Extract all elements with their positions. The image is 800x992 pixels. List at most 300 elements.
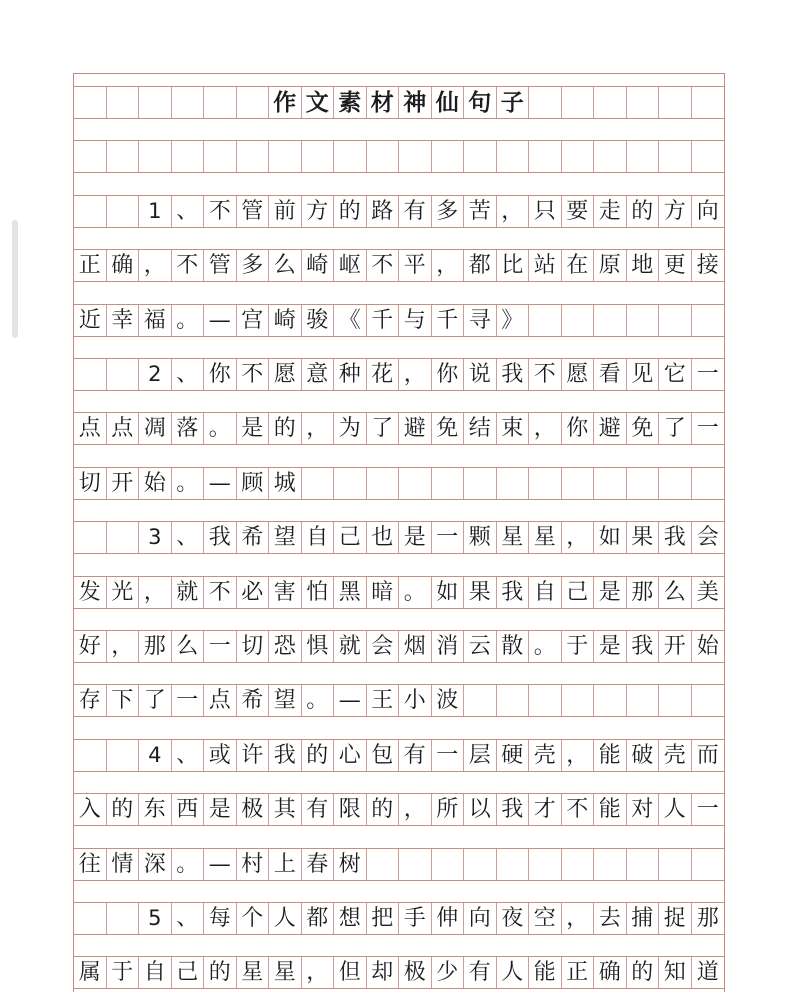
grid-cell: 1	[139, 196, 172, 227]
grid-cell: —	[334, 685, 367, 716]
grid-cell: 。	[302, 685, 335, 716]
grid-cell	[659, 141, 692, 172]
grid-cell	[399, 849, 432, 880]
grid-cell	[562, 87, 595, 118]
grid-cell: 波	[432, 685, 465, 716]
grid-cell	[107, 903, 140, 934]
grid-cell: 把	[367, 903, 400, 934]
grid-cell: 是	[237, 413, 270, 444]
grid-cell: 。	[399, 577, 432, 608]
grid-cell	[107, 141, 140, 172]
grid-cell: 点	[74, 413, 107, 444]
grid-cell: ，	[399, 794, 432, 825]
grid-cell: 必	[237, 577, 270, 608]
grid-cell	[594, 87, 627, 118]
grid-cell: 极	[399, 957, 432, 988]
grid-cell: 《	[334, 305, 367, 336]
grid-cell	[74, 522, 107, 553]
grid-cell: 而	[696, 742, 719, 768]
grid-cell	[172, 87, 205, 118]
grid-cell: —	[204, 468, 237, 499]
grid-cell: 以	[464, 794, 497, 825]
grid-cell	[107, 522, 140, 553]
grid-cell: 捉	[659, 903, 692, 934]
grid-cell: 树	[334, 849, 367, 880]
grid-cell: 多	[237, 250, 270, 281]
grid-cell: 要	[562, 196, 595, 227]
grid-cell: 夜	[497, 903, 530, 934]
grid-cell: 愿	[269, 359, 302, 390]
grid-cell: 己	[562, 577, 595, 608]
grid-cell: 。	[172, 849, 205, 880]
grid-cell: 往	[74, 849, 107, 880]
grid-cell: 有	[464, 957, 497, 988]
grid-cell	[497, 685, 530, 716]
grid-cell: 确	[594, 957, 627, 988]
grid-cell	[237, 141, 270, 172]
grid-cell	[334, 141, 367, 172]
grid-cell: 于	[562, 631, 595, 662]
grid-cell	[562, 468, 595, 499]
grid-cell: 结	[464, 413, 497, 444]
grid-cell: 希	[237, 522, 270, 553]
grid-cell: 的	[204, 957, 237, 988]
grid-cell: 那	[139, 631, 172, 662]
grid-cell	[529, 87, 562, 118]
grid-cell: 顾	[237, 468, 270, 499]
grid-cell: 向	[464, 903, 497, 934]
grid-cell	[659, 87, 692, 118]
grid-cell: 崎	[269, 305, 302, 336]
grid-cell: 一	[696, 797, 719, 823]
grid-cell: 不	[529, 359, 562, 390]
grid-cell	[692, 305, 725, 336]
grid-cell: 方	[302, 196, 335, 227]
grid-cell	[464, 685, 497, 716]
grid-cell: 近	[74, 305, 107, 336]
grid-cell	[659, 305, 692, 336]
grid-cell: 多	[432, 196, 465, 227]
grid-cell: 壳	[529, 740, 562, 771]
grid-cell	[74, 903, 107, 934]
grid-cell	[659, 685, 692, 716]
grid-cell: 管	[237, 196, 270, 227]
grid-cell: 但	[334, 957, 367, 988]
grid-cell	[107, 740, 140, 771]
grid-cell: 知	[659, 957, 692, 988]
grid-cell	[432, 141, 465, 172]
grid-row	[74, 684, 724, 717]
page-title	[74, 74, 75, 75]
grid-cell: 了	[659, 413, 692, 444]
grid-cell: 一	[432, 740, 465, 771]
grid-cell: 素	[334, 87, 367, 118]
grid-cell: 避	[399, 413, 432, 444]
grid-cell: 了	[367, 413, 400, 444]
grid-cell	[594, 141, 627, 172]
grid-cell: 我	[659, 522, 692, 553]
grid-cell: 切	[74, 468, 107, 499]
grid-cell: 心	[334, 740, 367, 771]
grid-cell: 美	[696, 579, 719, 605]
grid-cell: 切	[237, 631, 270, 662]
grid-cell: 我	[269, 740, 302, 771]
grid-cell	[562, 305, 595, 336]
grid-cell: 4	[139, 740, 172, 771]
grid-cell: 始	[139, 468, 172, 499]
grid-cell: 。	[172, 468, 205, 499]
grid-row	[74, 630, 724, 663]
grid-cell: 城	[269, 468, 302, 499]
grid-cell: 材	[367, 87, 400, 118]
grid-row	[74, 467, 724, 500]
grid-cell: 的	[367, 794, 400, 825]
grid-cell: 不	[562, 794, 595, 825]
grid-cell	[74, 196, 107, 227]
grid-cell: 平	[399, 250, 432, 281]
grid-cell	[74, 141, 107, 172]
grid-cell	[529, 468, 562, 499]
grid-cell: 不	[204, 577, 237, 608]
grid-cell: 确	[107, 250, 140, 281]
grid-cell	[367, 468, 400, 499]
grid-cell: 看	[594, 359, 627, 390]
grid-cell: 限	[334, 794, 367, 825]
grid-cell: 意	[302, 359, 335, 390]
grid-cell: 骏	[302, 305, 335, 336]
grid-cell: 前	[269, 196, 302, 227]
grid-cell: ，	[432, 250, 465, 281]
grid-row	[74, 249, 724, 282]
grid-cell: 你	[204, 359, 237, 390]
grid-cell: ，	[139, 577, 172, 608]
grid-cell: 是	[399, 522, 432, 553]
grid-cell: 不	[237, 359, 270, 390]
grid-cell	[497, 849, 530, 880]
grid-cell: 上	[269, 849, 302, 880]
grid-cell: 东	[139, 794, 172, 825]
grid-row	[74, 412, 724, 445]
grid-cell: ，	[399, 359, 432, 390]
grid-cell: 西	[172, 794, 205, 825]
grid-cell: 只	[529, 196, 562, 227]
grid-cell	[367, 141, 400, 172]
grid-cell	[594, 305, 627, 336]
grid-cell: 、	[172, 522, 205, 553]
grid-cell: 惧	[302, 631, 335, 662]
grid-cell	[594, 685, 627, 716]
grid-cell: 子	[497, 87, 530, 118]
grid-cell: 都	[464, 250, 497, 281]
grid-cell: 花	[367, 359, 400, 390]
grid-cell: 黑	[334, 577, 367, 608]
grid-cell	[432, 849, 465, 880]
grid-cell: 避	[594, 413, 627, 444]
grid-cell: 么	[172, 631, 205, 662]
grid-cell	[497, 468, 530, 499]
grid-cell: 更	[659, 250, 692, 281]
grid-cell: 人	[269, 903, 302, 934]
grid-cell: 对	[627, 794, 660, 825]
grid-cell	[139, 87, 172, 118]
grid-cell: 有	[399, 740, 432, 771]
grid-cell: 春	[302, 849, 335, 880]
grid-cell: 寻	[464, 305, 497, 336]
grid-cell: 自	[139, 957, 172, 988]
grid-cell: 星	[237, 957, 270, 988]
grid-cell: 神	[399, 87, 432, 118]
grid-cell: 或	[204, 740, 237, 771]
grid-cell: 始	[696, 634, 719, 659]
grid-cell: 情	[107, 849, 140, 880]
grid-cell: 正	[74, 250, 107, 281]
grid-row	[74, 358, 724, 391]
grid-cell: ，	[497, 196, 530, 227]
grid-cell	[399, 468, 432, 499]
grid-cell: 星	[269, 957, 302, 988]
grid-row	[74, 956, 724, 989]
grid-cell: 的	[334, 196, 367, 227]
grid-row	[74, 521, 724, 554]
grid-cell: 能	[594, 740, 627, 771]
grid-cell: 空	[529, 903, 562, 934]
grid-cell: 我	[204, 522, 237, 553]
grid-cell	[659, 468, 692, 499]
grid-cell	[692, 849, 725, 880]
grid-cell	[74, 359, 107, 390]
grid-cell: 那	[696, 906, 719, 931]
grid-cell: 、	[172, 903, 205, 934]
grid-cell: 》	[497, 305, 530, 336]
grid-cell: 一	[432, 522, 465, 553]
grid-cell	[627, 468, 660, 499]
grid-cell: ，	[139, 250, 172, 281]
grid-cell	[594, 468, 627, 499]
grid-row	[74, 793, 724, 826]
grid-cell: 深	[139, 849, 172, 880]
grid-cell: 点	[204, 685, 237, 716]
grid-cell: 的	[627, 196, 660, 227]
grid-row	[74, 195, 724, 228]
grid-cell: —	[204, 305, 237, 336]
grid-cell: 你	[432, 359, 465, 390]
grid-cell	[139, 141, 172, 172]
grid-cell: 崎	[302, 250, 335, 281]
grid-cell: 星	[529, 522, 562, 553]
grid-cell: 想	[334, 903, 367, 934]
grid-cell: 不	[367, 250, 400, 281]
grid-cell: 手	[399, 903, 432, 934]
grid-cell: 么	[659, 577, 692, 608]
grid-cell: 村	[237, 849, 270, 880]
grid-cell: 层	[464, 740, 497, 771]
grid-cell	[529, 849, 562, 880]
grid-cell: 不	[204, 196, 237, 227]
grid-cell	[594, 849, 627, 880]
grid-cell	[692, 141, 725, 172]
grid-cell: 入	[74, 794, 107, 825]
grid-cell	[627, 685, 660, 716]
grid-cell: 会	[367, 631, 400, 662]
grid-cell: 凋	[139, 413, 172, 444]
grid-cell: 、	[172, 359, 205, 390]
grid-cell: 就	[172, 577, 205, 608]
grid-cell: 一	[696, 362, 719, 387]
grid-cell	[464, 468, 497, 499]
grid-cell: 它	[659, 359, 692, 390]
grid-cell	[399, 141, 432, 172]
grid-cell: 的	[107, 794, 140, 825]
grid-cell: 于	[107, 957, 140, 988]
grid-cell: 己	[334, 522, 367, 553]
grid-cell	[432, 468, 465, 499]
scrollbar[interactable]	[12, 220, 18, 338]
grid-cell: 其	[269, 794, 302, 825]
grid-cell: 暗	[367, 577, 400, 608]
grid-cell: 硬	[497, 740, 530, 771]
grid-cell: 句	[464, 87, 497, 118]
grid-cell: 存	[74, 685, 107, 716]
grid-cell: 壳	[659, 740, 692, 771]
grid-cell: 己	[172, 957, 205, 988]
grid-cell	[107, 196, 140, 227]
grid-cell: 说	[464, 359, 497, 390]
grid-cell	[74, 740, 107, 771]
grid-row	[74, 848, 724, 881]
grid-cell: 的	[627, 957, 660, 988]
grid-cell	[627, 87, 660, 118]
grid-cell: 免	[627, 413, 660, 444]
grid-cell: 束	[497, 413, 530, 444]
grid-cell: 仙	[432, 87, 465, 118]
grid-cell: 路	[367, 196, 400, 227]
grid-cell: 去	[594, 903, 627, 934]
grid-cell: 光	[107, 577, 140, 608]
grid-cell: 愿	[562, 359, 595, 390]
grid-cell: 地	[627, 250, 660, 281]
grid-cell: 3	[139, 522, 172, 553]
grid-cell: 种	[334, 359, 367, 390]
grid-cell: 希	[237, 685, 270, 716]
grid-cell: 颗	[464, 522, 497, 553]
grid-cell: 管	[204, 250, 237, 281]
grid-cell	[302, 141, 335, 172]
grid-cell: 么	[269, 250, 302, 281]
grid-cell: 属	[74, 957, 107, 988]
grid-cell: ，	[302, 957, 335, 988]
grid-cell: 人	[497, 957, 530, 988]
grid-cell	[302, 468, 335, 499]
grid-cell: 有	[302, 794, 335, 825]
grid-cell: 向	[696, 198, 719, 224]
grid-cell: 伸	[432, 903, 465, 934]
grid-cell: 就	[334, 631, 367, 662]
grid-cell: ，	[562, 522, 595, 553]
grid-cell: 少	[432, 957, 465, 988]
grid-cell: 站	[529, 250, 562, 281]
grid-cell: 望	[269, 685, 302, 716]
grid-cell	[562, 849, 595, 880]
grid-cell: 落	[172, 413, 205, 444]
grid-cell	[464, 849, 497, 880]
grid-row	[74, 739, 724, 772]
grid-cell: 包	[367, 740, 400, 771]
grid-cell	[627, 849, 660, 880]
grid-cell	[107, 87, 140, 118]
grid-cell: 能	[594, 794, 627, 825]
grid-cell: ，	[107, 631, 140, 662]
grid-cell	[692, 685, 725, 716]
grid-cell: 比	[497, 250, 530, 281]
grid-cell: 与	[399, 305, 432, 336]
grid-cell: 方	[659, 196, 692, 227]
grid-cell: 、	[172, 196, 205, 227]
grid-cell: 果	[464, 577, 497, 608]
grid-cell: 正	[562, 957, 595, 988]
grid-cell	[692, 468, 725, 499]
grid-cell: 在	[562, 250, 595, 281]
grid-cell: 好	[74, 631, 107, 662]
grid-cell: 宫	[237, 305, 270, 336]
grid-cell: 不	[172, 250, 205, 281]
grid-cell: 望	[269, 522, 302, 553]
grid-cell: 云	[464, 631, 497, 662]
grid-cell: 能	[529, 957, 562, 988]
grid-cell: 我	[497, 359, 530, 390]
grid-cell: 许	[237, 740, 270, 771]
grid-cell: 我	[497, 794, 530, 825]
grid-cell	[627, 141, 660, 172]
grid-cell: 自	[302, 522, 335, 553]
grid-cell: 一	[204, 631, 237, 662]
grid-cell: 发	[74, 577, 107, 608]
grid-cell: 极	[237, 794, 270, 825]
grid-cell: 原	[594, 250, 627, 281]
grid-cell	[237, 87, 270, 118]
grid-cell: ，	[529, 413, 562, 444]
title-row	[74, 86, 724, 119]
grid-cell	[497, 141, 530, 172]
grid-cell: 我	[497, 577, 530, 608]
grid-cell: 的	[302, 740, 335, 771]
grid-cell: ，	[562, 740, 595, 771]
grid-cell: 是	[594, 577, 627, 608]
grid-cell	[529, 305, 562, 336]
grid-cell: 是	[594, 631, 627, 662]
grid-cell	[529, 141, 562, 172]
grid-cell: 烟	[399, 631, 432, 662]
grid-cell: 小	[399, 685, 432, 716]
grid-cell: ，	[302, 413, 335, 444]
grid-cell: 文	[302, 87, 335, 118]
grid-cell: 。	[204, 413, 237, 444]
grid-cell	[659, 849, 692, 880]
grid-cell: 才	[529, 794, 562, 825]
grid-cell: 个	[237, 903, 270, 934]
grid-cell: 那	[627, 577, 660, 608]
grid-cell: 怕	[302, 577, 335, 608]
grid-cell	[464, 141, 497, 172]
grid-cell	[269, 141, 302, 172]
grid-cell: 。	[172, 305, 205, 336]
grid-cell	[562, 141, 595, 172]
grid-cell: 点	[107, 413, 140, 444]
grid-cell: 有	[399, 196, 432, 227]
grid-cell: 都	[302, 903, 335, 934]
grid-cell: 王	[367, 685, 400, 716]
grid-row	[74, 140, 724, 173]
grid-row	[74, 902, 724, 935]
